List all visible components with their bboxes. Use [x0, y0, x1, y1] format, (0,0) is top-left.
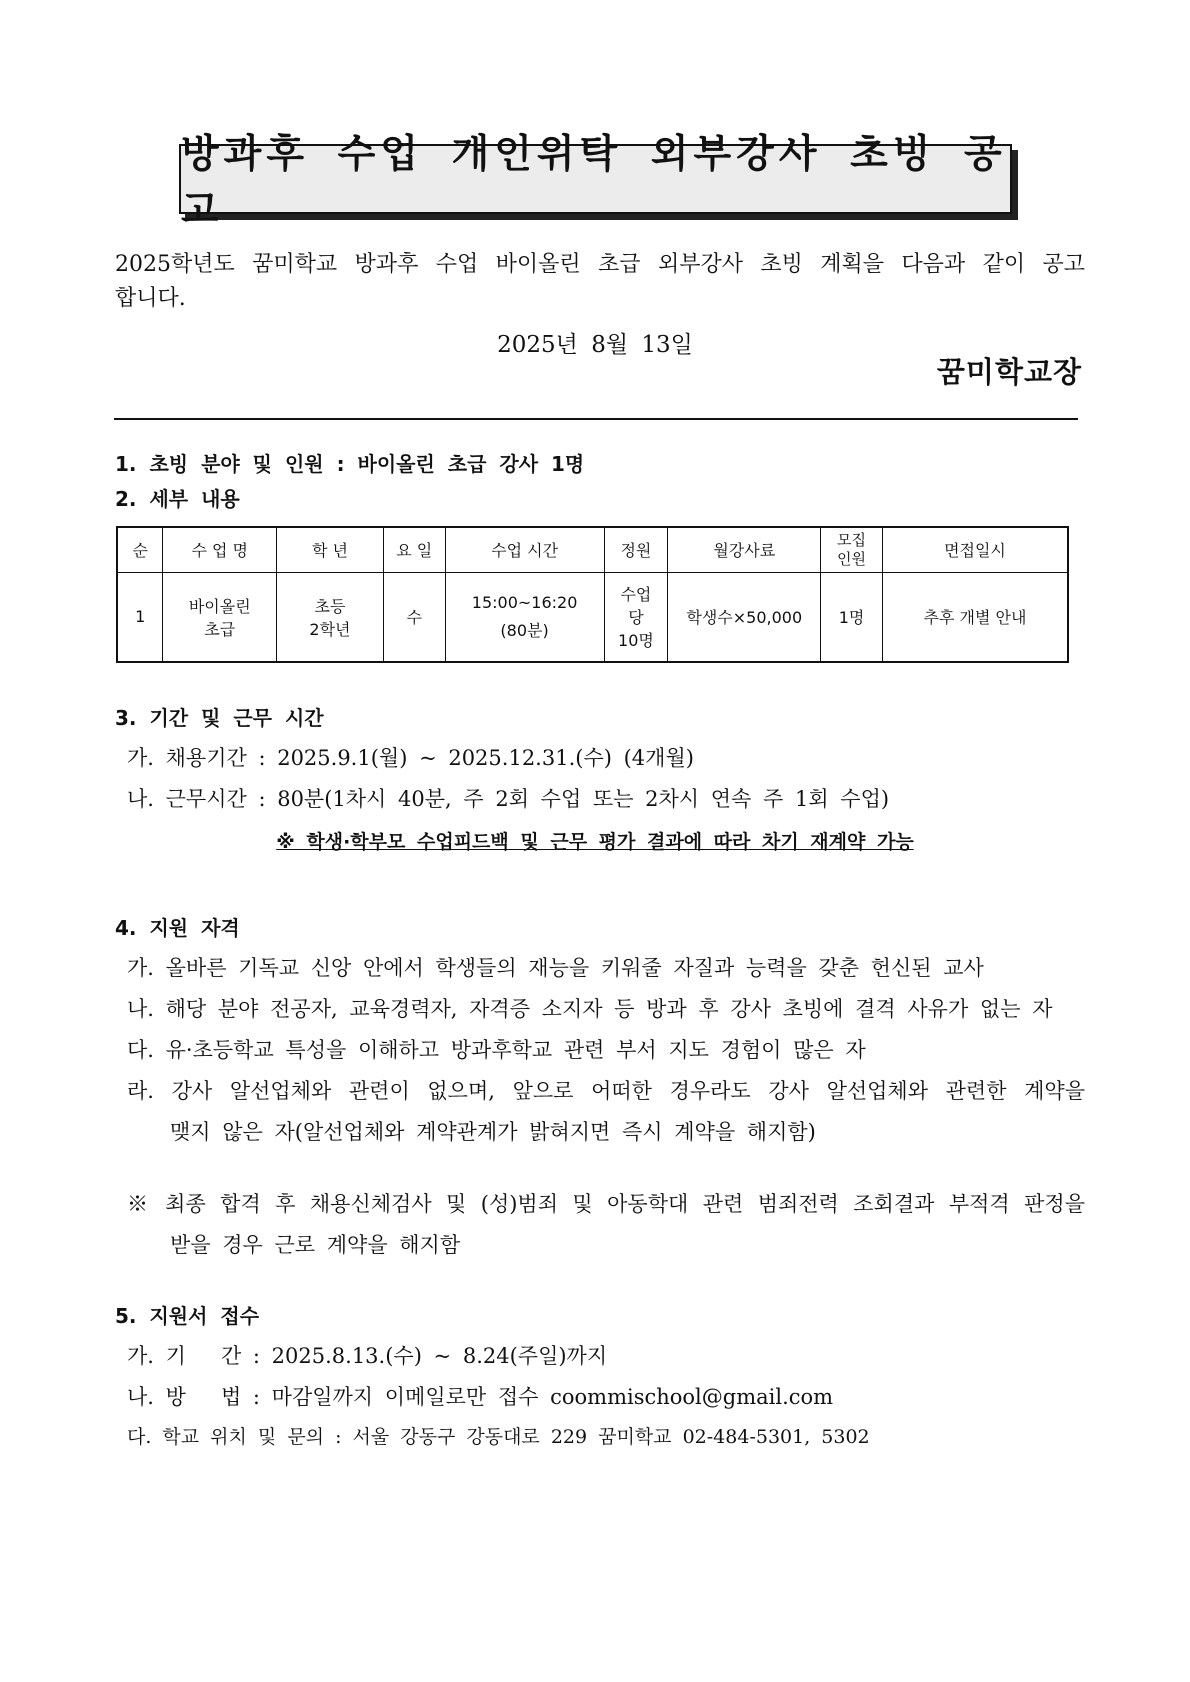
- cell-recruit: 1명: [821, 572, 883, 662]
- section-3-note: ※ 학생·학부모 수업피드백 및 근무 평가 결과에 따라 차기 재계약 가능: [276, 831, 914, 853]
- detail-table: [116, 526, 1069, 663]
- divider: [114, 418, 1078, 420]
- intro-line-1: 2025학년도 꿈미학교 방과후 수업 바이올린 초급 외부강사 초빙 계획을 다음과 같이 공고: [115, 252, 1085, 277]
- cell-time: [445, 572, 604, 662]
- cell-no: 1: [117, 572, 163, 662]
- cell-time-line1: 15:00~16:20: [471, 592, 578, 612]
- section-4-note-line1: ※ 최종 합격 후 채용신체검사 및 (성)범죄 및 아동학대 관련 범죄전력 조회결과 부적격 판정을: [127, 1192, 1085, 1216]
- header-grade: 학 년: [277, 527, 384, 572]
- intro-line-2: 합니다.: [115, 286, 186, 311]
- section-5-heading: 5. 지원서 접수: [115, 1304, 260, 1328]
- header-class: 수 업 명: [163, 527, 277, 572]
- principal-signature: 꿈미학교장: [936, 355, 1082, 389]
- section-5-item-a: 가. 기 간 : 2025.8.13.(수) ~ 8.24(주일)까지: [127, 1344, 608, 1368]
- cell-interview: 추후 개별 안내: [882, 572, 1068, 662]
- cell-fee: 학생수×50,000: [668, 572, 821, 662]
- cell-grade-line2: 2학년: [309, 619, 351, 639]
- cell-day: 수: [383, 572, 445, 662]
- section-4-heading: 4. 지원 자격: [115, 916, 240, 940]
- section-1-heading: 1. 초빙 분야 및 인원 : 바이올린 초급 강사 1명: [115, 452, 585, 476]
- title-frame: [179, 132, 1012, 233]
- cell-grade: [277, 572, 384, 662]
- cell-class-line1: 바이올린: [188, 596, 251, 616]
- section-3-item-b: 나. 근무시간 : 80분(1차시 40분, 주 2회 수업 또는 2차시 연속 주 1회 수업): [127, 787, 890, 811]
- section-2-heading: 2. 세부 내용: [115, 487, 240, 511]
- section-4-note-line2: 받을 경우 근로 계약을 해지함: [170, 1233, 461, 1257]
- cell-class-line2: 초급: [204, 619, 236, 639]
- section-3-item-a: 가. 채용기간 : 2025.9.1(월) ~ 2025.12.31.(수) (4개월): [127, 746, 694, 770]
- section-4-item-d-cont: 맺지 않은 자(알선업체와 계약관계가 밝혀지면 즉시 계약을 해지함): [170, 1120, 816, 1144]
- header-capacity: 정원: [604, 527, 668, 572]
- section-5-item-c: 다. 학교 위치 및 문의 : 서울 강동구 강동대로 229 꿈미학교 02-484-5301, 5302: [127, 1426, 870, 1448]
- header-day: 요 일: [383, 527, 445, 572]
- header-no: 순: [117, 527, 163, 572]
- cell-capacity-line3: 10명: [618, 631, 654, 651]
- section-4-item-d: 라. 강사 알선업체와 관련이 없으며, 앞으로 어떠한 경우라도 강사 알선업체와 관련한 계약을: [127, 1079, 1085, 1103]
- table-header-row: [117, 527, 1068, 572]
- header-recruit: 모집 인원: [821, 527, 883, 572]
- cell-capacity-line1: 수업: [620, 585, 652, 605]
- table-row: [117, 572, 1068, 662]
- section-5-item-b: 나. 방 법 : 마감일까지 이메일로만 접수 coommischool@gmail.com: [127, 1385, 834, 1409]
- header-fee: 월강사료: [668, 527, 821, 572]
- section-4-item-b: 나. 해당 분야 전공자, 교육경력자, 자격증 소지자 등 방과 후 강사 초빙에 결격 사유가 없는 자: [127, 997, 1053, 1021]
- section-4-item-c: 다. 유·초등학교 특성을 이해하고 방과후학교 관련 부서 지도 경험이 많은 자: [127, 1038, 866, 1062]
- section-3-heading: 3. 기간 및 근무 시간: [115, 706, 324, 730]
- notice-date: 2025년 8월 13일: [497, 332, 693, 358]
- cell-capacity: [604, 572, 668, 662]
- page-title: 방과후 수업 개인위탁 외부강사 초빙 공고: [179, 144, 1012, 214]
- cell-capacity-line2: 당: [628, 608, 644, 628]
- header-interview: 면접일시: [882, 527, 1068, 572]
- cell-class: [163, 572, 277, 662]
- cell-grade-line1: 초등: [314, 596, 346, 616]
- cell-time-line2: (80분): [500, 620, 549, 640]
- header-time: 수업 시간: [445, 527, 604, 572]
- section-4-item-a: 가. 올바른 기독교 신앙 안에서 학생들의 재능을 키워줄 자질과 능력을 갖춘 헌신된 교사: [127, 956, 984, 980]
